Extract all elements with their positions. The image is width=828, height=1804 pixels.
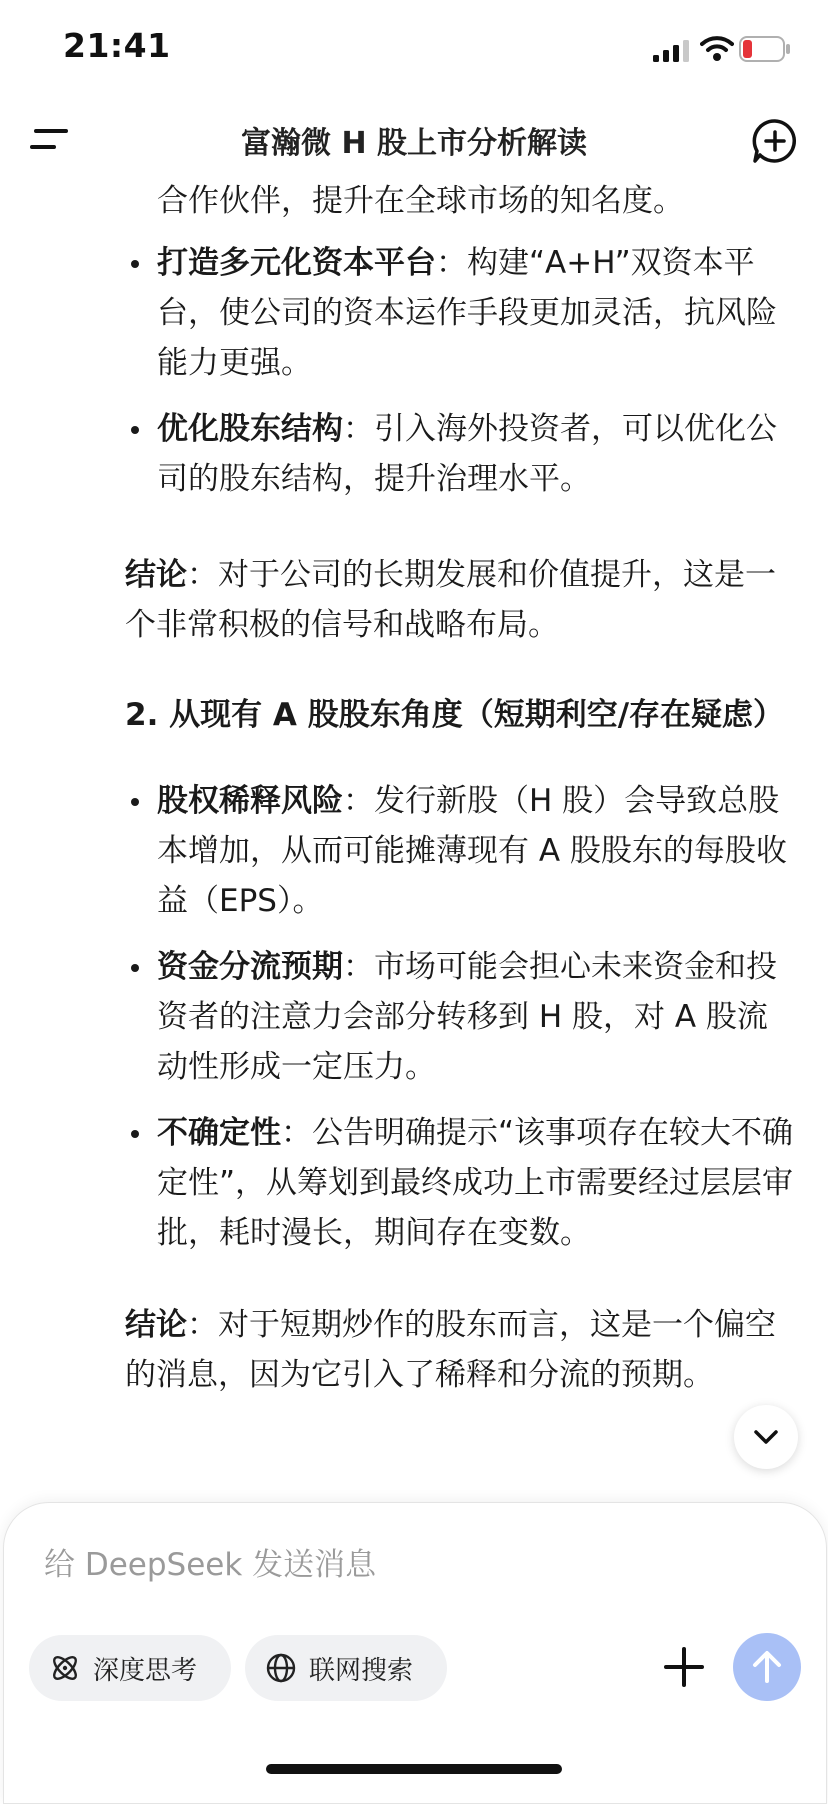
message-composer	[3, 1502, 827, 1804]
scroll-to-bottom-button[interactable]	[734, 1405, 798, 1469]
bullet-dot	[131, 260, 139, 268]
bullet-text: ：公告明确提示“该事项存在较大不确定性”，从筹划到最终成功上市需要经过层层审批，耗时漫长，期间存在变数。	[157, 1115, 794, 1251]
list-item	[0, 1108, 797, 1258]
globe-icon	[265, 1652, 297, 1684]
bullet-dot	[131, 426, 139, 434]
bullet-dot	[131, 1130, 139, 1138]
web-search-label: 联网搜索	[309, 1655, 414, 1686]
conclusion-paragraph	[125, 550, 785, 650]
message-input[interactable]	[42, 1539, 746, 1591]
assistant-message	[0, 170, 828, 1510]
send-button[interactable]	[733, 1633, 801, 1701]
bullet-title: 股权稀释风险	[157, 783, 343, 819]
conclusion-paragraph	[125, 1300, 785, 1400]
web-search-button[interactable]	[245, 1635, 447, 1701]
bullet-title: 优化股东结构	[157, 411, 343, 447]
bullet-text: ：引入海外投资者，可以优化公司的股东结构，提升治理水平。	[157, 411, 777, 497]
cellular-signal-icon	[653, 40, 691, 62]
conclusion-text: ：对于公司的长期发展和价值提升，这是一个非常积极的信号和战略布局。	[125, 557, 776, 643]
bullet-text: ：发行新股（H 股）会导致总股本增加，从而可能摊薄现有 A 股股东的每股收益（EPS）。	[157, 783, 787, 919]
chat-title[interactable]: 富瀚微 H 股上市分析解读	[241, 126, 587, 161]
deep-think-button[interactable]	[29, 1635, 231, 1701]
wifi-icon	[700, 34, 734, 62]
section-heading: 2. 从现有 A 股股东角度（短期利空/存在疑虑）	[125, 697, 785, 733]
continuation-line: 合作伙伴，提升在全球市场的知名度。	[157, 183, 684, 219]
new-chat-icon[interactable]	[752, 118, 798, 164]
atom-icon	[49, 1652, 81, 1684]
bullet-text: ：构建“A+H”双资本平台，使公司的资本运作手段更加灵活，抗风险能力更强。	[157, 245, 777, 381]
list-item	[0, 776, 797, 926]
section2-bullet-list	[0, 776, 828, 1274]
status-time: 21:41	[63, 26, 171, 65]
bullet-title: 资金分流预期	[157, 949, 343, 985]
conclusion-text: ：对于短期炒作的股东而言，这是一个偏空的消息，因为它引入了稀释和分流的预期。	[125, 1307, 776, 1393]
battery-low-icon	[739, 36, 791, 62]
deep-think-label: 深度思考	[93, 1655, 198, 1686]
section1-bullet-list	[0, 238, 828, 520]
conclusion-label: 结论	[125, 557, 187, 593]
bullet-title: 打造多元化资本平台	[157, 245, 436, 281]
conclusion-label: 结论	[125, 1307, 187, 1343]
chevron-down-icon	[752, 1425, 780, 1449]
list-item	[0, 404, 797, 504]
bullet-dot	[131, 964, 139, 972]
arrow-up-icon	[750, 1649, 784, 1685]
chat-header	[0, 100, 828, 180]
list-item	[0, 942, 797, 1092]
status-bar	[0, 0, 828, 100]
home-indicator	[266, 1764, 562, 1774]
attach-plus-icon[interactable]	[660, 1643, 708, 1691]
bullet-dot	[131, 798, 139, 806]
bullet-title: 不确定性	[157, 1115, 281, 1151]
bullet-text: ：市场可能会担心未来资金和投资者的注意力会部分转移到 H 股，对 A 股流动性形成一定压力。	[157, 949, 777, 1085]
list-item	[0, 238, 797, 388]
